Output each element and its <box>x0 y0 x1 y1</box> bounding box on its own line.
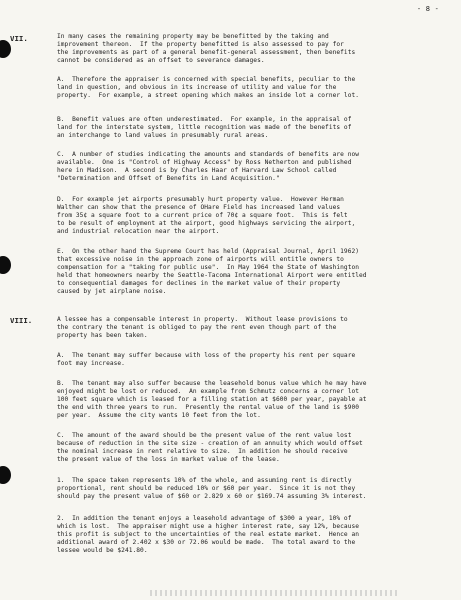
paragraph-vii-e: E. On the other hand the Supreme Court has held (Appraisal Journal, April 1962) that excessive noise in the approach zone of airports will entitle owners to compensation for a "taking for public use". In May 1964 the State of Washington held that homeowners nearby the Seattle-Tacoma International Airport were entitled to consequential damages for declines in the market value of their property caused by jet airplane noise. <box>57 248 367 296</box>
punch-hole-bottom <box>0 466 11 484</box>
paragraph-vii-d: D. For example jet airports presumably hurt property value. However Herman Walther can show that the presence of OHare Field has increased land values from 35¢ a square foot to a current price of 70¢ a square foot. This is felt to be result of employment at the airport, good highways servicing the airport, and industrial relocation near the airport. <box>57 196 356 236</box>
scan-artifact <box>150 590 400 596</box>
paragraph-viii-2: 2. In addition the tenant enjoys a leasehold advantage of $300 a year, 10% of which is lost. The appraiser might use a higher interest rate, say 12%, because this profit is subject to the uncertainties of the real estate market. Hence an additional award of 2.402 x $30 or 72.06 would be made. The total award to the lessee would be $241.80. <box>57 515 360 555</box>
paragraph-vii-a: A. Therefore the appraiser is concerned with special benefits, peculiar to the land in question, and obvious in its increase of utility and value for the property. For example, a street opening which makes an inside lot a corner lot. <box>57 76 360 100</box>
section-label-viii: VIII. <box>10 316 33 325</box>
paragraph-viii-a: A. The tenant may suffer because with loss of the property his rent per square foot may increase. <box>57 352 356 368</box>
paragraph-vii-intro: In many cases the remaining property may be benefitted by the taking and improvement thereon. If the property benefitted is also assessed to pay for the improvements as part of a general benefit-general assessment, then benefits cannot be considered as an offset to severance damages. <box>57 33 356 65</box>
paragraph-vii-c: C. A number of studies indicating the amounts and standards of benefits are now available. One is "Control of Highway Access" by Ross Netherton and published here in Madison. A second is by Charles Haar of Harvard Law School called "Determination and Offset of Benefits in Land Acquisition." <box>57 151 360 183</box>
paragraph-viii-1: 1. The space taken represents 10% of the whole, and assuming rent is directly proportional, rent should be reduced 10% or $60 per year. Since it is not they should pay the present value of $60 or 2.829 x 60 or $169.74 assuming 3% interest. <box>57 477 367 501</box>
paragraph-viii-b: B. The tenant may also suffer because the leasehold bonus value which he may have enjoyed might be lost or reduced. An example from Schmutz concerns a corner lot 100 feet square which is leased for a filling station at $600 per year, payable at the end with three years to run. Presently the rental value of the land is $900 per year. Assume the city wants 10 feet from the lot. <box>57 380 367 420</box>
section-label-vii: VII. <box>10 34 28 43</box>
paragraph-vii-b: B. Benefit values are often underestimated. For example, in the appraisal of land for the interstate system, little recognition was made of the benefits of an interchange to land values in presumably rural areas. <box>57 116 352 140</box>
page-number: - 8 - <box>416 5 439 13</box>
punch-hole-middle <box>0 256 11 274</box>
paragraph-viii-c: C. The amount of the award should be the present value of the rent value lost because of reduction in the site size - creation of an annuity which would offset the nominal increase in rent relative to size. In addition he should receive the present value of the loss in market value of the lease. <box>57 432 363 464</box>
paragraph-viii-intro: A lessee has a compensable interest in property. Without lease provisions to the contrary the tenant is obliged to pay the rent even though part of the property has been taken. <box>57 316 348 340</box>
